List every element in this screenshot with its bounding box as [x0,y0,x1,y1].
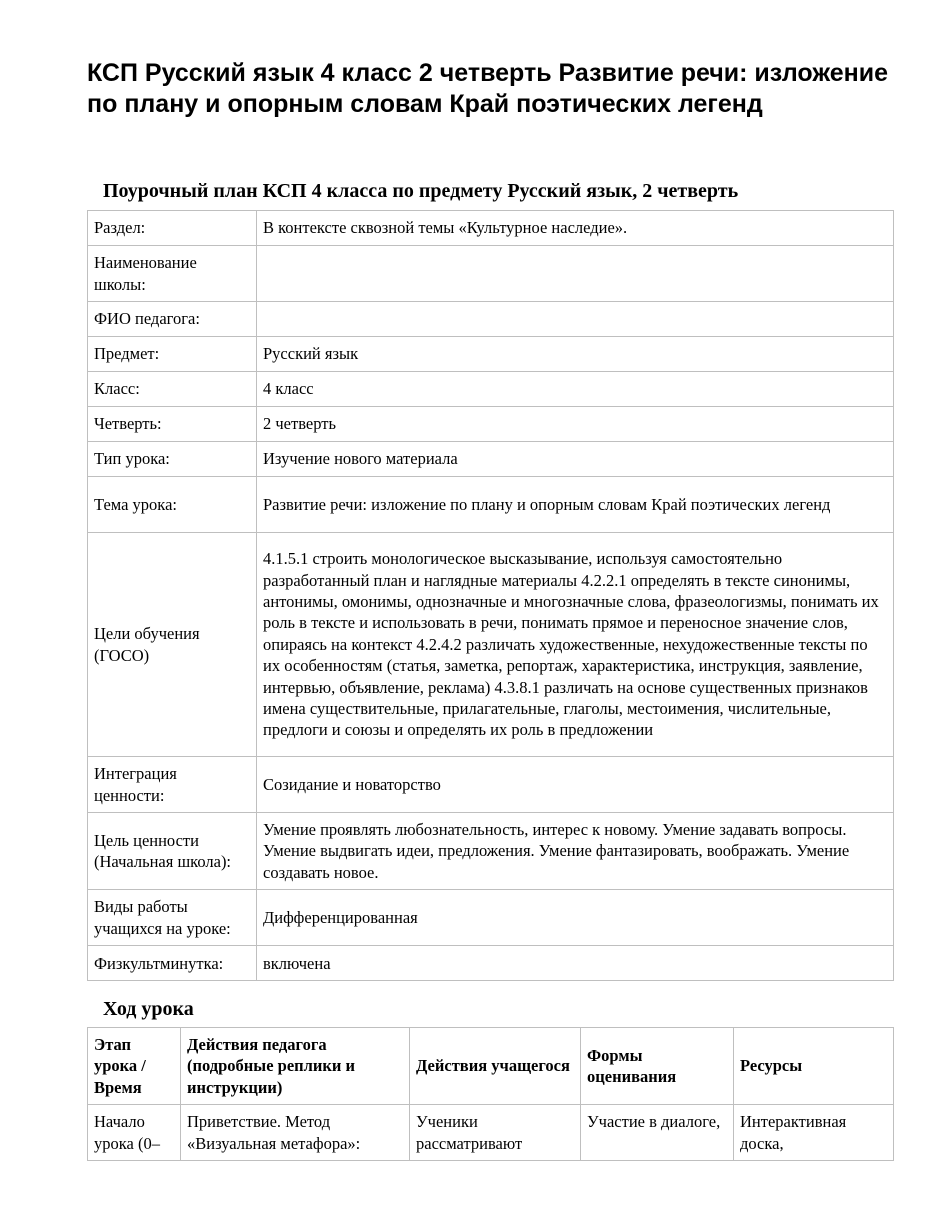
row-value-teacher [257,302,894,337]
header-student-actions: Действия учащегося [410,1028,581,1105]
row-label-subject: Предмет: [88,337,257,372]
page-title: КСП Русский язык 4 класс 2 четверть Развитие речи: изложение по плану и опорным словам Край поэтических легенд [87,59,889,118]
row-label-quarter: Четверть: [88,407,257,442]
lesson-info-table [87,210,894,981]
row-label-objectives: Цели обучения (ГОСО) [88,533,257,757]
cell-stage: Начало урока (0– [88,1105,181,1161]
table-header-row [88,1028,894,1105]
row-value-value-goal: Умение проявлять любознательность, интерес к новому. Умение задавать вопросы. Умение выдвигать идеи, предложения. Умение фантазировать, воображать. Умение создавать новое. [257,813,894,890]
header-teacher-actions: Действия педагога (подробные реплики и инструкции) [181,1028,410,1105]
plan-heading: Поурочный план КСП 4 класса по предмету Русский язык, 2 четверть [103,180,739,202]
table-row [88,890,894,946]
row-value-value-integration: Созидание и новаторство [257,757,894,813]
row-value-work-types: Дифференцированная [257,890,894,946]
cell-assessment: Участие в диалоге, [581,1105,734,1161]
row-value-section: В контексте сквозной темы «Культурное наследие». [257,211,894,246]
header-stage: Этап урока / Время [88,1028,181,1105]
table-row [88,757,894,813]
table-row [88,813,894,890]
table-row [88,246,894,302]
table-row [88,1105,894,1161]
lesson-course-table [87,1027,894,1161]
row-label-section: Раздел: [88,211,257,246]
row-label-work-types: Виды работы учащихся на уроке: [88,890,257,946]
row-value-lesson-topic: Развитие речи: изложение по плану и опорным словам Край поэтических легенд [257,477,894,533]
cell-teacher-actions: Приветствие. Метод «Визуальная метафора»: [181,1105,410,1161]
table-row [88,477,894,533]
row-value-subject: Русский язык [257,337,894,372]
row-label-exercise-break: Физкультминутка: [88,946,257,981]
table-row [88,302,894,337]
cell-student-actions: Ученики рассматривают [410,1105,581,1161]
cell-resources: Интерактивная доска, [734,1105,894,1161]
row-value-exercise-break: включена [257,946,894,981]
row-label-lesson-type: Тип урока: [88,442,257,477]
row-value-objectives: 4.1.5.1 строить монологическое высказывание, используя самостоятельно разработанный план и наглядные материалы 4.2.2.1 определять в тексте синонимы, антонимы, омонимы, однозначные и многозначные слова, фразеологизмы, понимать их роль в тексте и использовать в речи, понимать прямое и переносное значение слов, опираясь на контекст 4.2.4.2 различать художественные, нехудожественные тексты по их особенностям (статья, заметка, репортаж, характеристика, инструкция, заявление, интервью, объявление, реклама) 4.3.8.1 различать на основе существенных признаков имена существительные, прилагательные, глаголы, местоимения, числительные, предлоги и союзы и определять их роль в предложении [257,533,894,757]
row-value-school [257,246,894,302]
course-heading: Ход урока [103,998,194,1020]
table-row [88,337,894,372]
row-label-school: Наименование школы: [88,246,257,302]
table-row [88,211,894,246]
table-row [88,407,894,442]
table-row [88,442,894,477]
table-row [88,533,894,757]
row-value-quarter: 2 четверть [257,407,894,442]
row-value-grade: 4 класс [257,372,894,407]
row-value-lesson-type: Изучение нового материала [257,442,894,477]
row-label-value-goal: Цель ценности (Начальная школа): [88,813,257,890]
table-row [88,372,894,407]
row-label-lesson-topic: Тема урока: [88,477,257,533]
row-label-value-integration: Интеграция ценности: [88,757,257,813]
header-assessment: Формы оценивания [581,1028,734,1105]
row-label-grade: Класс: [88,372,257,407]
header-resources: Ресурсы [734,1028,894,1105]
table-row [88,946,894,981]
row-label-teacher: ФИО педагога: [88,302,257,337]
